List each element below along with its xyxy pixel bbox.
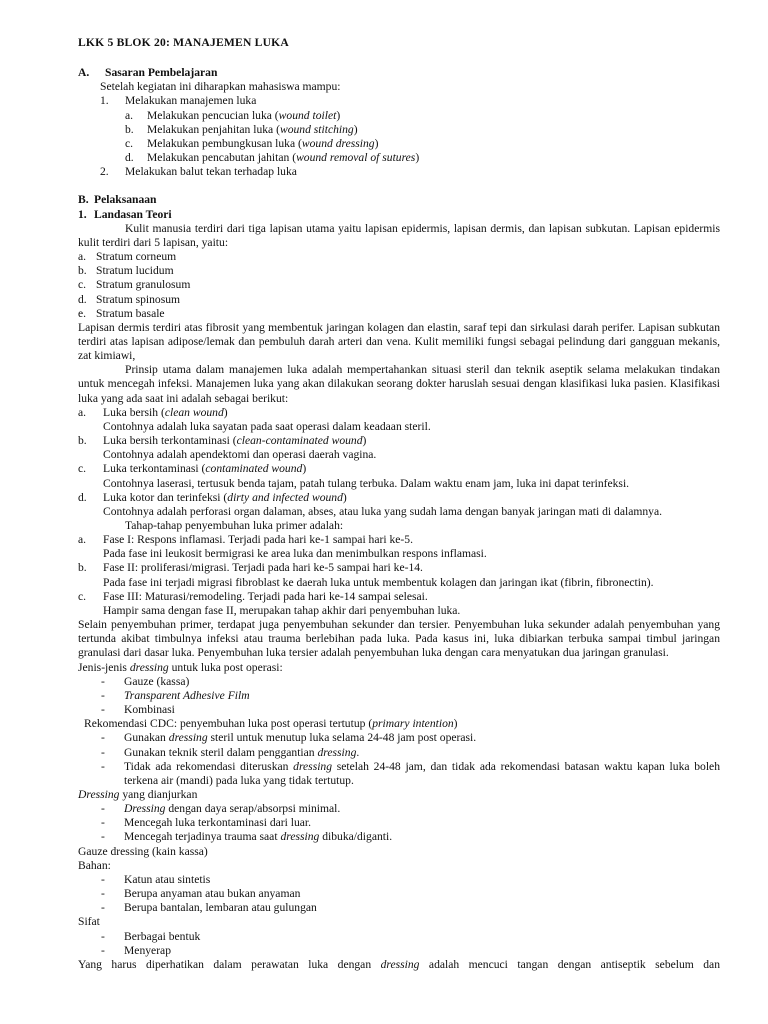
healing-phase-item: b. Fase II: proliferasi/migrasi. Terjadi pada hari ke-5 sampai hari ke-14. (78, 561, 423, 575)
paragraph-secondary-healing: Selain penyembuhan primer, terdapat juga penyembuhan sekunder dan tersier. Penyembuhan luka sekunder adalah penyembuhan yang tertunda akibat timbulnya infeksi atau trauma berlebihan pada luka. Pada kasus ini, luka dibiarkan terbuka sampai timbul jaringan granulasi dari dasar luka. Penyembuhan luka tersier adalah penyembuhan luka dengan cara menyatukan dua jaringan granulasi. (78, 618, 720, 660)
section-a-intro: Setelah kegiatan ini diharapkan mahasiswa mampu: (100, 80, 341, 94)
wound-class-item: c. Luka terkontaminasi (contaminated wound) (78, 462, 307, 476)
cdc-recommendation-heading: Rekomendasi CDC: penyembuhan luka post operasi tertutup (primary intention) (84, 717, 458, 731)
dressing-type-item: - Transparent Adhesive Film (101, 688, 250, 702)
strata-item: e. Stratum basale (78, 306, 165, 320)
objective-subitem: d. Melakukan pencabutan jahitan (wound removal of sutures) (125, 151, 420, 165)
bahan-item: - Katun atau sintetis (101, 872, 211, 886)
strata-item: b. Stratum lucidum (78, 264, 174, 278)
subsection-heading: 1. Landasan Teori (78, 207, 172, 221)
wound-class-item: d. Luka kotor dan terinfeksi (dirty and infected wound) (78, 490, 347, 504)
paragraph-dermis: Lapisan dermis terdiri atas fibrosit yang membentuk jaringan kolagen dan elastin, saraf tepi dan sirkulasi darah perifer. Lapisan subkutan terdiri atas lapisan adipose/lemak dan pembuluh darah arteri dan vena. Kulit memiliki fungsi sebagai pelindung dari gangguan mekanis, zat kimiawi, (78, 320, 720, 363)
bahan-item: - Berupa anyaman atau bukan anyaman (101, 887, 301, 901)
strata-item: c. Stratum granulosum (78, 278, 191, 292)
healing-phases-intro: Tahap-tahap penyembuhan luka primer adalah: (125, 519, 344, 532)
wound-class-item: a. Luka bersih (clean wound) (78, 405, 228, 419)
gauze-heading: Gauze dressing (kain kassa) (78, 844, 208, 858)
sifat-item: - Berbagai bentuk (101, 929, 201, 943)
healing-phase-detail: Pada fase ini leukosit bermigrasi ke area luka dan menimbulkan respons inflamasi. (103, 547, 487, 561)
sifat-label: Sifat (78, 915, 100, 929)
section-b-title: Pelaksanaan (94, 193, 157, 207)
paragraph-principles: Prinsip utama dalam manajemen luka adalah mempertahankan situasi steril dan teknik aseptik selama melakukan tindakan untuk mencegah infeksi. Manajemen luka yang akan dilakukan seorang dokter haruslah sesuai dengan klasifikasi luka pasien. Klasifikasi luka yang ada saat ini adalah sebagai berikut: (78, 363, 720, 405)
recommended-dressing-heading: Dressing yang dianjurkan (78, 787, 198, 801)
objective-subitem: a. Melakukan pencucian luka (wound toilet) (125, 108, 341, 122)
recommended-item: - Dressing dengan daya serap/absorpsi minimal. (101, 802, 341, 816)
document-page (78, 36, 720, 972)
cdc-item: - Tidak ada rekomendasi diteruskan dressing setelah 24-48 jam, dan tidak ada rekomendasi batasan waktu kapan luka boleh terkena air (mandi) pada luka yang tidak tertutup. (101, 759, 720, 787)
wound-class-example: Contohnya adalah perforasi organ dalaman, abses, atau luka yang sudah lama dengan banyak jaringan mati di dalamnya. (103, 504, 662, 518)
section-a-marker: A. (78, 66, 90, 80)
wound-class-example: Contohnya adalah luka sayatan pada saat operasi dalam keadaan steril. (103, 419, 431, 433)
healing-phase-item: c. Fase III: Maturasi/remodeling. Terjadi pada hari ke-14 sampai selesai. (78, 589, 428, 603)
wound-class-example: Contohnya laserasi, tertusuk benda tajam, patah tulang terbuka. Dalam waktu enam jam, luka ini dapat terinfeksi. (103, 476, 630, 490)
document-title: LKK 5 BLOK 20: MANAJEMEN LUKA (78, 36, 289, 49)
healing-phase-detail: Hampir sama dengan fase II, merupakan tahap akhir dari penyembuhan luka. (103, 603, 461, 617)
dressing-types-heading: Jenis-jenis dressing untuk luka post operasi: (78, 660, 283, 674)
healing-phase-detail: Pada fase ini terjadi migrasi fibroblast ke daerah luka untuk membentuk kolagen dan jaringan ikat (fibrin, fibronectin). (103, 575, 654, 589)
objective-subitem: b. Melakukan penjahitan luka (wound stitching) (125, 122, 358, 136)
healing-phase-item: a. Fase I: Respons inflamasi. Terjadi pada hari ke-1 sampai hari ke-5. (78, 533, 413, 547)
strata-item: a. Stratum corneum (78, 250, 177, 264)
bahan-label: Bahan: (78, 858, 111, 872)
wound-class-item: b. Luka bersih terkontaminasi (clean-contaminated wound) (78, 434, 367, 448)
cdc-item: - Gunakan dressing steril untuk menutup luka selama 24-48 jam post operasi. (101, 731, 477, 745)
section-a-title: Sasaran Pembelajaran (105, 66, 218, 80)
objective-item: 1. Melakukan manajemen luka (100, 94, 257, 108)
objective-subitem: c. Melakukan pembungkusan luka (wound dressing) (125, 136, 379, 150)
dressing-type-item: - Gauze (kassa) (101, 674, 190, 688)
section-b-heading (78, 193, 720, 207)
wound-class-example: Contohnya adalah apendektomi dan operasi daerah vagina. (103, 448, 377, 462)
dressing-type-item: - Kombinasi (101, 703, 175, 717)
section-a-heading (78, 66, 720, 80)
bahan-item: - Berupa bantalan, lembaran atau gulungan (101, 901, 317, 915)
objective-item: 2. Melakukan balut tekan terhadap luka (100, 165, 297, 179)
recommended-item: - Mencegah luka terkontaminasi dari luar. (101, 816, 312, 830)
recommended-item: - Mencegah terjadinya trauma saat dressing dibuka/diganti. (101, 830, 393, 844)
paragraph-last-line: Yang harus diperhatikan dalam perawatan luka dengan dressing adalah mencuci tangan dengan antiseptik sebelum dan (78, 957, 721, 971)
cdc-item: - Gunakan teknik steril dalam penggantian dressing. (101, 745, 360, 759)
paragraph-skin-layers: Kulit manusia terdiri dari tiga lapisan utama yaitu lapisan epidermis, lapisan dermis, dan lapisan subkutan. Lapisan epidermis kulit terdiri dari 5 lapisan, yaitu: (78, 221, 720, 249)
strata-item: d. Stratum spinosum (78, 292, 181, 306)
sifat-item: - Menyerap (101, 943, 171, 957)
section-b-marker: B. (78, 193, 89, 207)
